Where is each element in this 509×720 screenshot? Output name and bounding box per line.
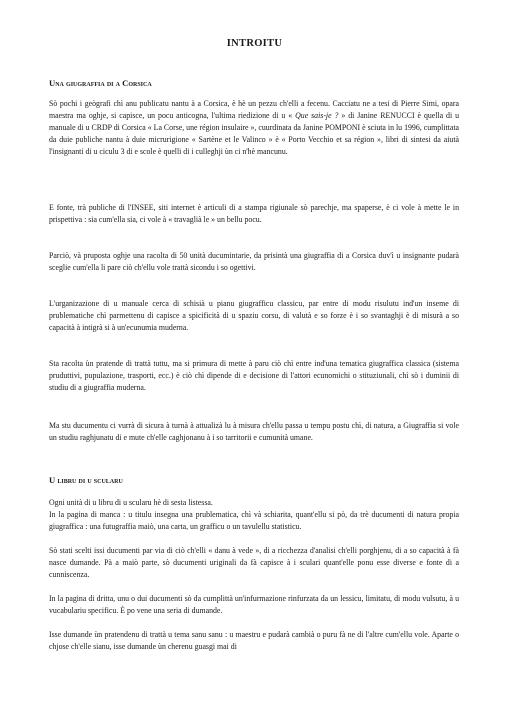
paragraph-questions: Isse dumande ùn pratendenu di trattà u tema sanu sanu : u maestru e pudarà cambià o puru fà ne di l'altre cum'ellu vole. Aparte o chjose ch'elle sianu, isse dumande ùn cherenu guasgi mai di <box>49 630 459 651</box>
paragraph-update: Ma stu ducumentu ci vurrà di sicura à turnà à attualizà lu à misura ch'ellu passa u tempu postu chì, di natura, a Giugraffia si vole un studiu raghjunatu di e mute ch'elle caghjonanu à i so tarritorii e cumunità umane. <box>49 421 459 442</box>
book-title-italic: Que sais-je ? <box>295 111 339 120</box>
paragraph-intro-authors: Sò pochi i geògrafi chì anu publicatu nantu à a Corsica, è hè un pezzu ch'elli a fecenu. Cacciatu ne a tesi di Pierre Simi, opara maestra ma oghje, si capisce, un pocu anticogna, l'ultima riedizione di u « Que sais-je ? » di Janine RENUCCI è quella di u manuale di u CRDP di Corsica « La Corse, une région insulaire », cuurdinata da Janine POMPONI è sciuta in lu 1996, cumplittata da duie publiche nantu à duie micrurigione « Sartène et le Valinco » è « Porto Vecchio et sa région », libri di sintesi da aiutà l'insignanti di u ciculu 3 di e scole è quelli di i culleghji ùn ci n'hè mancunu. <box>49 99 460 156</box>
paragraph-left-page: In la pagina di manca : u titulu insegna una prublematica, chì và schiarita, quant'ellu si pò, da trè ducumenti di natura propia giugraffica : una futugraffia maiò, una carta, un grafficu o un tavulellu statisticu. <box>49 510 459 531</box>
paragraph-unit-structure: Ogni unità di u libru di u scularu hè di sesta listessa. <box>49 498 213 507</box>
paragraph-organisation: L'urganizazione di u manuale cerca di schisià u pianu giugrafficu classicu, par entre di modu risulutu ind'un inseme di prublematiche chì parmettenu di capisce a spicificità di u spaziu corsu, di valutà e so forze è i so svantaghji è di misurà a so capacità à intigrà si à un'ecunumia muderna. <box>49 299 459 332</box>
section-heading-pupil-book: U libru di u scularu <box>49 475 123 485</box>
paragraph-sources: E fonte, trà publiche di l'INSEE, siti internet è articuli di a stampa rigiunale sò parechje, ma spaperse, è ci vole à mette le in prispettiva : sia cum'ella sia, ci vole à « travaglià le » un bellu pocu. <box>49 203 459 224</box>
page-title: INTROITU <box>226 38 283 49</box>
paragraph-documents-choice: Sò stati scelti issi ducumenti par via di ciò ch'elli « danu à vede », di a ricchezza d'analisi ch'elli porghjenu, di a so capacità à fà nasce dumande. Pà a maiò parte, sò ducumenti uriginali da fà capisce à i sculari quant'elle ponu esse diverse e fonte di a cunniscenza. <box>49 546 459 579</box>
section-heading-geography: Una giugraffia di a Corsica <box>49 78 152 88</box>
paragraph-scope: Sta racolta ùn pratende di trattà tuttu, ma si primura di mette à paru ciò chì entre ind'una tematica giugraffica classica (sistema pruduttivi, pupulazione, trasporti, ecc.) è ciò chì dipende di e decisione di l'attori ecunomichi o stituziunali, chì sò i duminii di studiu di a giugraffia muderna. <box>49 359 459 392</box>
paragraph-right-page: In la pagina di dritta, unu o dui ducumenti sò da cumplittà un'infurmazione rinfurzata da un lessicu, limitatu, di modu vulsutu, à u vucabulariu specificu. È po vene una seria di dumande. <box>49 594 459 615</box>
paragraph-proposal: Parciò, và pruposta oghje una racolta di 50 unità ducumintarie, da prisintà una giugraffia di a Corsica duv'ì u insignante pudarà sceglie cum'ella li pare ciò ch'ellu vole trattà sicondu i so ogettivi. <box>49 251 459 272</box>
